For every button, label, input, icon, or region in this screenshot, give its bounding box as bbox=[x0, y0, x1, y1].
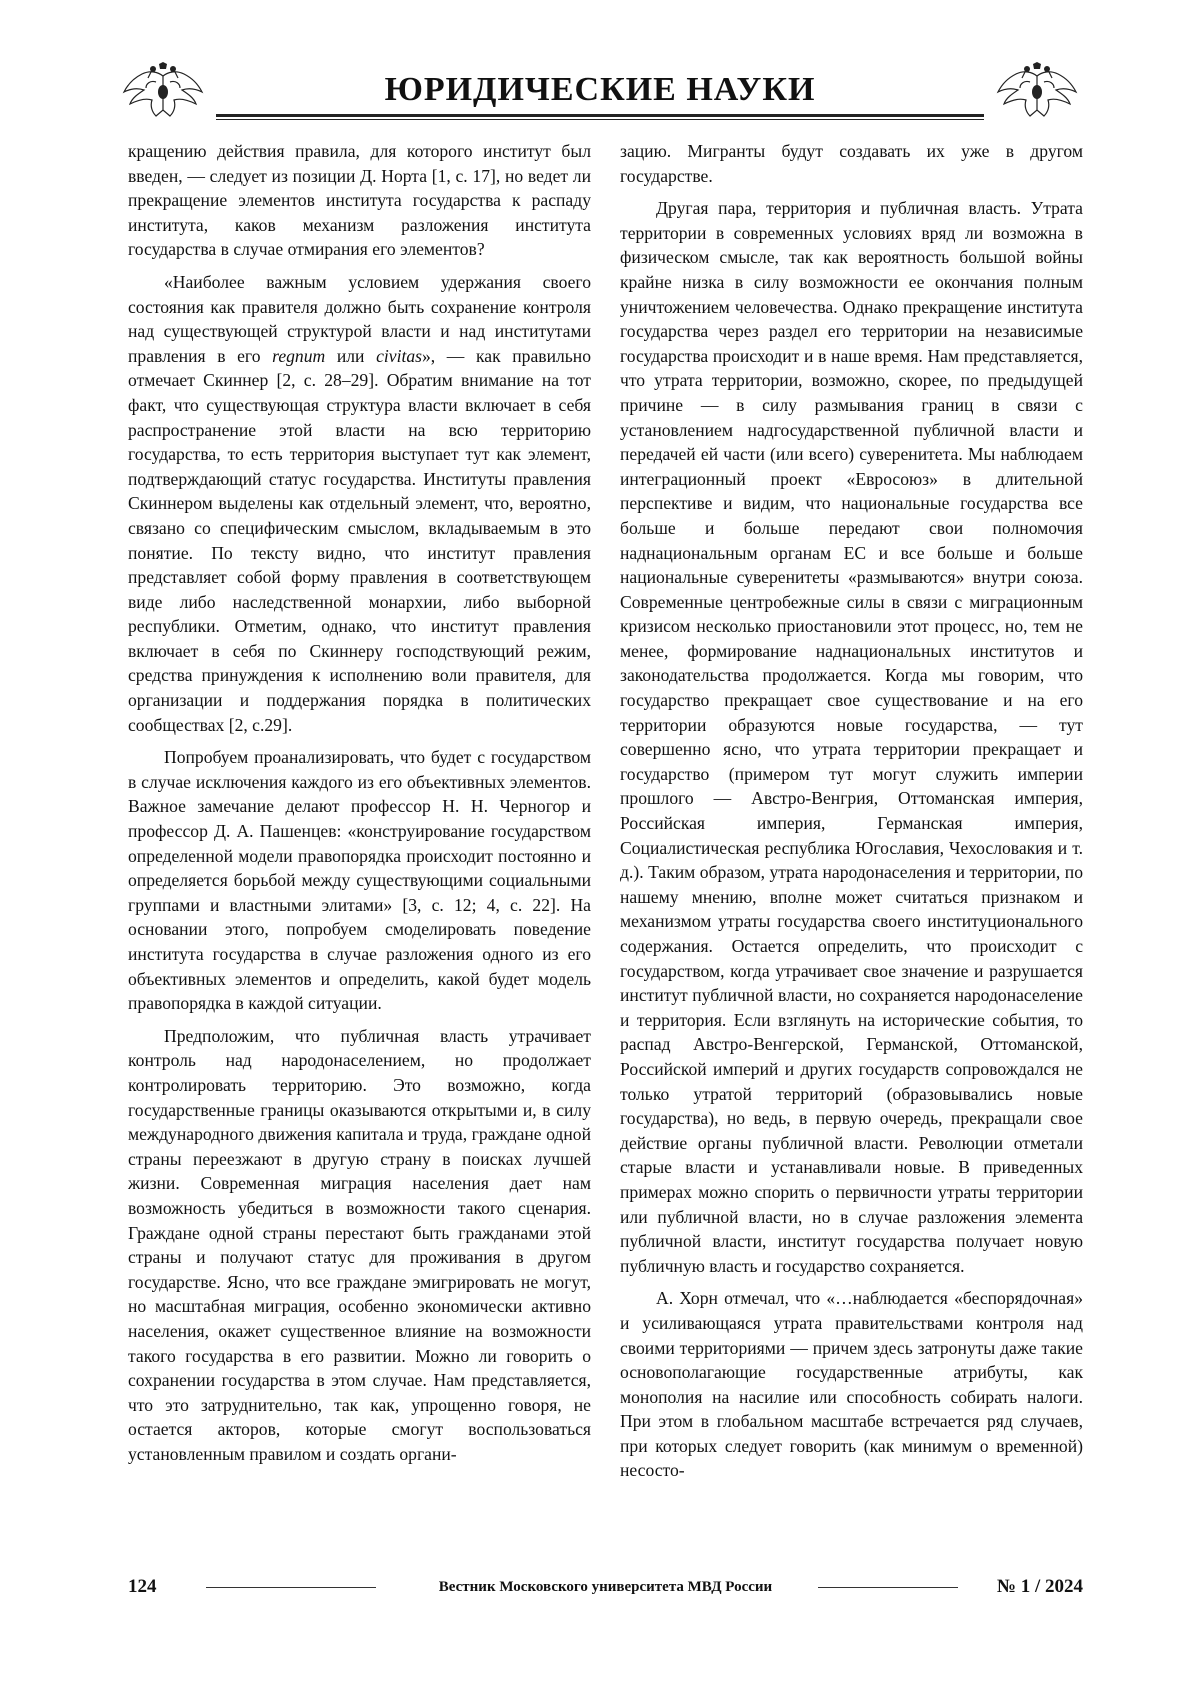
paragraph: Предположим, что публичная власть утрачивает контроль над народонаселением, но продолжает контролировать территорию. Это возможно, когда государственные границы оказываются открытыми и, в силу международного движения капитала и труда, граждане одной страны переезжают в другую страну в поисках лучшей жизни. Современная миграция населения дает нам возможность убедиться в возможности такого сценария. Граждане одной страны перестают быть гражданами этой страны и получают статус для проживания в другом государстве. Ясно, что все граждане эмигрировать не могут, но масштабная миграция, особенно экономически активно населения, окажет существенное влияние на возможности такого государства в его развитии. Можно ли говорить о сохранении государства в этом случае. Нам представляется, что это затруднительно, так как, упрощенно говоря, не остается акторов, которые смогут воспользоваться установленным правилом и создать органи- bbox=[128, 1024, 591, 1467]
latin-term: civitas bbox=[376, 346, 422, 366]
page-header bbox=[120, 62, 1080, 120]
double-headed-eagle-emblem-icon bbox=[994, 62, 1080, 120]
paragraph-text: », — как правильно отмечает Скиннер [2, с. 28–29]. Обратим внимание на тот факт, что существующая структура власти включает в себя распространение этой власти на всю территорию государства, то есть территория выступает тут как элемент, подтверждающий статус государства. Институты правления Скиннером выделены как отдельный элемент, что, вероятно, связано со специфическим смыслом, вкладываемым в это понятие. По тексту видно, что институт правления представляет собой форму правления в соответствующем виде либо наследственной монархии, либо выборной республики. Отметим, однако, что институт правления включает в себя по Скиннеру господствующий режим, средства принуждения к исполнению воли правителя, для организации и поддержания порядка в политических сообществах [2, с.29]. bbox=[128, 346, 591, 735]
paragraph-text: или bbox=[325, 346, 376, 366]
right-column bbox=[620, 139, 1083, 1599]
paragraph: зацию. Мигранты будут создавать их уже в другом государстве. bbox=[620, 139, 1083, 188]
section-title: ЮРИДИЧЕСКИЕ НАУКИ bbox=[216, 70, 984, 110]
page-footer bbox=[128, 1574, 1083, 1602]
footer-divider bbox=[818, 1587, 958, 1588]
paragraph: кращению действия правила, для которого институт был введен, — следует из позиции Д. Норта [1, с. 17], но ведет ли прекращение элементов института государства к распаду института, каков механизм разложения института государства в случае отмирания его элементов? bbox=[128, 139, 591, 262]
paragraph: Попробуем проанализировать, что будет с государством в случае исключения каждого из его объективных элементов. Важное замечание делают профессор Н. Н. Черногор и профессор Д. А. Пашенцев: «конструирование государством определенной модели правопорядка происходит постоянно и определяется борьбой между существующими социальными группами и властными элитами» [3, с. 12; 4, с. 22]. На основании этого, попробуем смоделировать поведение института государства в случае разложения одного из его объективных элементов и определить, какой будет модель правопорядка в каждой ситуации. bbox=[128, 745, 591, 1016]
header-rule-thick bbox=[216, 114, 984, 117]
paragraph: А. Хорн отмечал, что «…наблюдается «беспорядочная» и усиливающаяся утрата правительствами контроля над своими территориями — причем здесь затронуты даже такие основополагающие государственные атрибуты, как монополия на насилие или способность собирать налоги. При этом в глобальном масштабе встречается ряд случаев, при которых следует говорить (как минимум о временной) несосто- bbox=[620, 1286, 1083, 1483]
paragraph bbox=[128, 270, 591, 737]
paragraph-text: «Наиболее важным условием удержания своего состояния как правителя должно быть сохранение контроля над существующей структурой власти и над институтами правления в его bbox=[128, 272, 591, 366]
paragraph: Другая пара, территория и публичная власть. Утрата территории в современных условиях вряд ли возможна в физическом смысле, так как вероятность большой войны крайне низка в силу возможности ее окончания полным уничтожением человечества. Однако прекращение института государства через раздел его территории на независимые государства происходит и в наше время. Нам представляется, что утрата территории, возможно, скорее, по предыдущей причине — в силу размывания границ в связи с установлением надгосударственной публичной власти и передачей ей части (или всего) суверенитета. Мы наблюдаем интеграционный проект «Евросоюз» в длительной перспективе и видим, что национальные государства все больше и больше передают свои полномочия наднациональным органам ЕС и все больше и больше национальные суверенитеты «размываются» внутри союза. Современные центробежные силы в связи с миграционным кризисом несколько приостановили этот процесс, но, тем не менее, формирование наднациональных институтов и законодательства продолжается. Когда мы говорим, что государство прекращает свое существование и на его территории образуются новые государства, — тут совершенно ясно, что утрата территории прекращает и государство (примером тут могут служить империи прошлого — Австро-Венгрия, Оттоманская империя, Российская империя, Германская империя, Социалистическая республика Югославия, Чехословакия и т. д.). Таким образом, утрата народонаселения и территории, по нашему мнению, вполне может считаться признаком и механизмом утраты государства своего институционального содержания. Остается определить, что происходит с государством, когда утрачивает свое значение и разрушается институт публичной власти, но сохраняется народонаселение и территория. Если взглянуть на исторические события, то распад Австро-Венгерской, Германской, Оттоманской, Российской империй и других государств сопровождался не только утратой территорий (образовывались новые государства), но ведь, в первую очередь, прекращали свое действие органы публичной власти. Революции отметали старые власти и устанавливали новые. В приведенных примерах можно спорить о первичности утраты территории или публичной власти, но в случае разложения элемента публичной власти, институт государства получает новую публичную власть и государство сохраняется. bbox=[620, 196, 1083, 1278]
issue-number: № 1 / 2024 bbox=[997, 1574, 1083, 1600]
page-number: 124 bbox=[128, 1574, 157, 1600]
latin-term: regnum bbox=[272, 346, 325, 366]
double-headed-eagle-emblem-icon bbox=[120, 62, 206, 120]
journal-name: Вестник Московского университета МВД России bbox=[128, 1576, 1083, 1598]
header-rule-thin bbox=[216, 119, 984, 120]
left-column bbox=[128, 139, 591, 1599]
